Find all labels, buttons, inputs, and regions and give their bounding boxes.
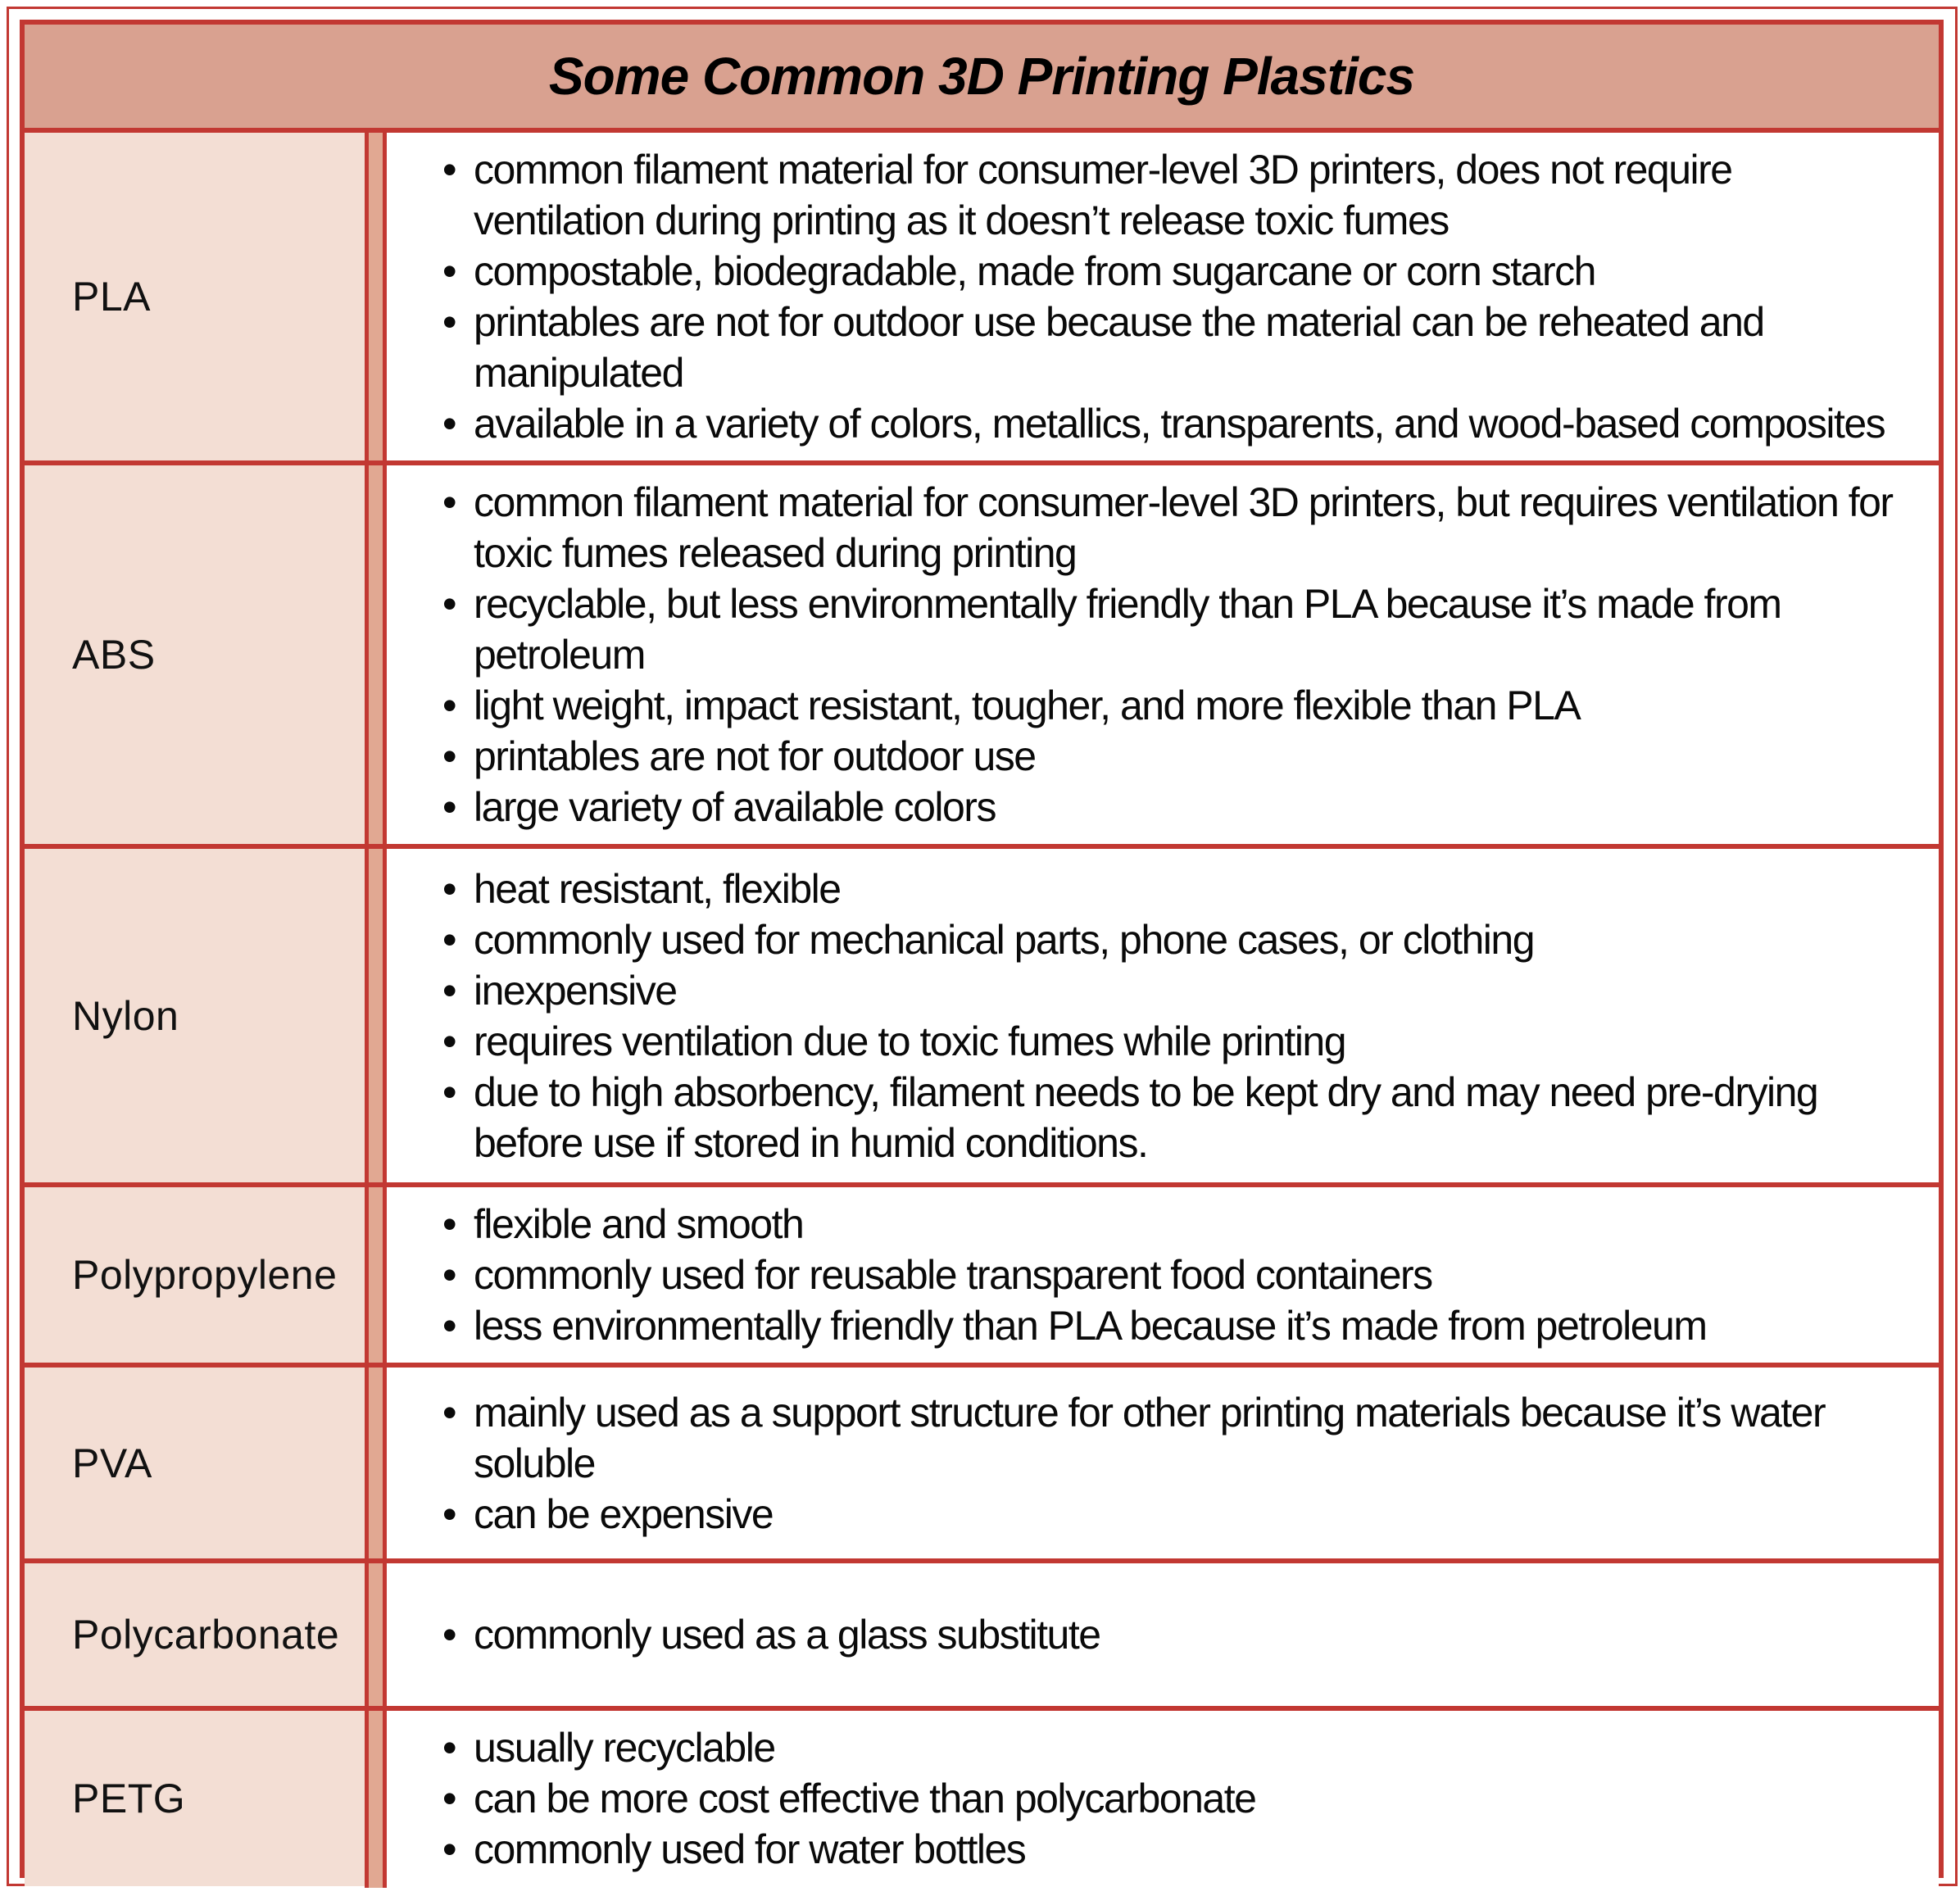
column-divider-strip (365, 1187, 387, 1363)
bullet-item: • printables are not for outdoor use (442, 731, 1906, 782)
bullet-item: • light weight, impact resistant, tougher, and more flexible than PLA (442, 680, 1906, 731)
material-details-cell (387, 1711, 1939, 1886)
bullet-item: • inexpensive (442, 965, 1906, 1016)
bullet-item: • common filament material for consumer-level 3D printers, but requires ventilation for toxic fumes released during printing (442, 477, 1906, 578)
table-row-nylon (25, 849, 1939, 1187)
table-row-pla (25, 133, 1939, 465)
material-label-cell: Polypropylene (25, 1187, 365, 1363)
bullet-item: • can be expensive (442, 1489, 1906, 1540)
column-divider-strip (365, 1368, 387, 1558)
bullet-item: • less environmentally friendly than PLA because it’s made from petroleum (442, 1300, 1906, 1351)
table-row-pva (25, 1368, 1939, 1563)
bullet-item: • printables are not for outdoor use because the material can be reheated and manipulated (442, 297, 1906, 398)
bullet-item: • commonly used for water bottles (442, 1824, 1906, 1875)
table-row-abs (25, 465, 1939, 849)
bullet-item: • mainly used as a support structure for other printing materials because it’s water soluble (442, 1387, 1906, 1489)
column-divider-strip (365, 465, 387, 844)
material-label-cell: ABS (25, 465, 365, 844)
material-label-cell: Nylon (25, 849, 365, 1182)
bullet-item: • heat resistant, flexible (442, 864, 1906, 914)
material-details-cell (387, 1368, 1939, 1558)
bullet-item: • large variety of available colors (442, 782, 1906, 832)
bullet-item: • common filament material for consumer-level 3D printers, does not require ventilation during printing as it doesn’t release toxic fumes (442, 144, 1906, 246)
bullet-item: • due to high absorbency, filament needs to be kept dry and may need pre-drying before use if stored in humid conditions. (442, 1067, 1906, 1168)
column-divider-strip (365, 1563, 387, 1706)
bullet-list (442, 144, 1906, 449)
bullet-list (442, 864, 1906, 1168)
bullet-item: • recyclable, but less environmentally friendly than PLA because it’s made from petroleum (442, 578, 1906, 680)
bullet-item: • commonly used for reusable transparent food containers (442, 1250, 1906, 1300)
material-details-cell (387, 849, 1939, 1182)
column-divider-strip (365, 133, 387, 460)
bullet-item: • usually recyclable (442, 1722, 1906, 1773)
bullet-list (442, 1722, 1906, 1875)
plastics-table (20, 20, 1944, 1878)
bullet-list (442, 1387, 1906, 1540)
bullet-list (442, 1199, 1906, 1351)
material-label-cell: PLA (25, 133, 365, 460)
bullet-item: • available in a variety of colors, metallics, transparents, and wood-based composites (442, 398, 1906, 449)
column-divider-strip (365, 849, 387, 1182)
material-details-cell (387, 465, 1939, 844)
table-title: Some Common 3D Printing Plastics (548, 47, 1415, 106)
bullet-list (442, 1609, 1906, 1660)
material-label-cell: Polycarbonate (25, 1563, 365, 1706)
bullet-item: • compostable, biodegradable, made from sugarcane or corn starch (442, 246, 1906, 297)
material-details-cell (387, 133, 1939, 460)
table-row-petg (25, 1711, 1939, 1886)
bullet-item: • commonly used as a glass substitute (442, 1609, 1906, 1660)
bullet-item: • requires ventilation due to toxic fumes while printing (442, 1016, 1906, 1067)
table-body (25, 133, 1939, 1886)
material-label-cell: PETG (25, 1711, 365, 1886)
bullet-item: • can be more cost effective than polycarbonate (442, 1773, 1906, 1824)
material-details-cell (387, 1187, 1939, 1363)
table-row-polycarbonate (25, 1563, 1939, 1711)
material-details-cell (387, 1563, 1939, 1706)
bullet-list (442, 477, 1906, 832)
column-divider-strip-tail (365, 1867, 387, 1888)
table-row-polypropylene (25, 1187, 1939, 1368)
bullet-item: • flexible and smooth (442, 1199, 1906, 1250)
table-header (25, 25, 1939, 133)
bullet-item: • commonly used for mechanical parts, phone cases, or clothing (442, 914, 1906, 965)
column-divider-strip (365, 1711, 387, 1886)
material-label-cell: PVA (25, 1368, 365, 1558)
